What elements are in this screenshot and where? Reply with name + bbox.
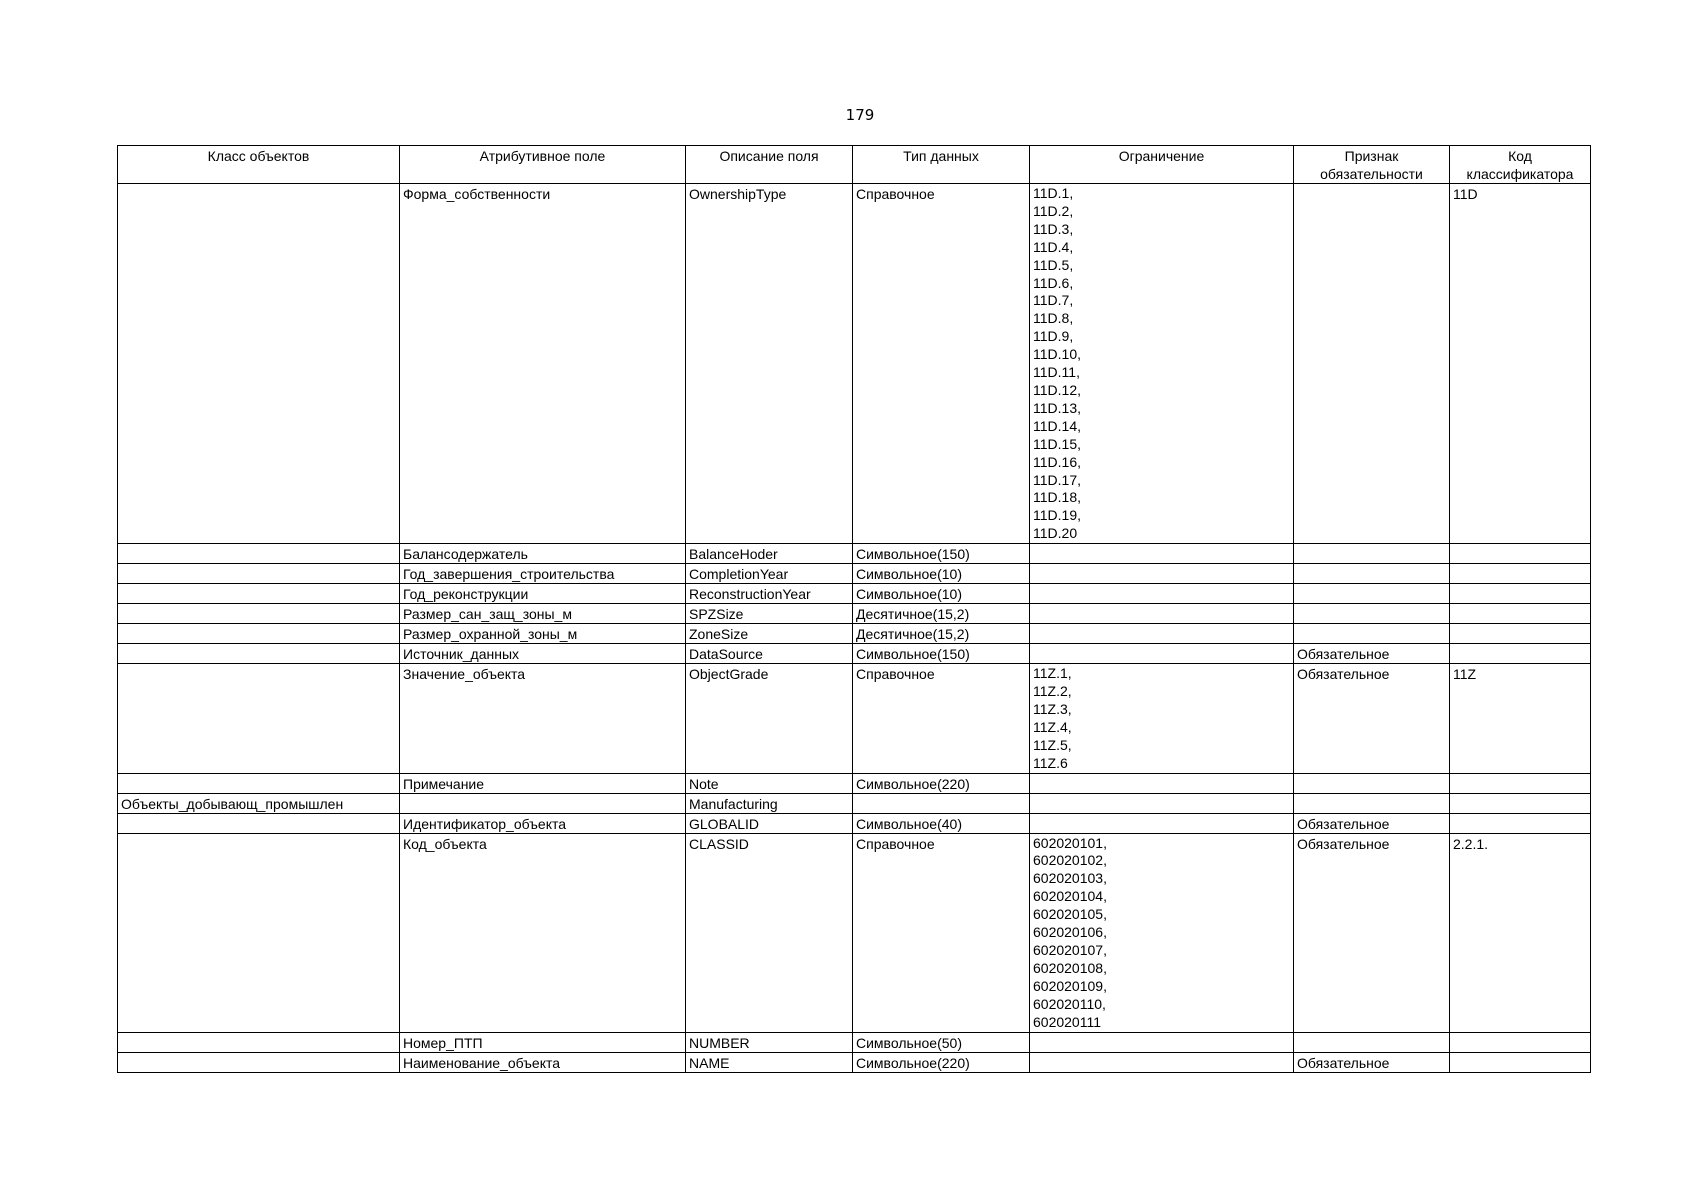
constraint-value: 11D.2, (1033, 202, 1074, 219)
cell-field-description: BalanceHoder (686, 544, 853, 564)
cell-classifier-code (1450, 813, 1591, 833)
header-data-type: Тип данных (853, 146, 1030, 184)
header-object-class: Класс объектов (118, 146, 400, 184)
table-body (118, 184, 1591, 1073)
cell-required-flag (1294, 624, 1450, 644)
constraint-value: 11D.6, (1033, 274, 1074, 291)
cell-attribute-field: Код_объекта (400, 833, 686, 1032)
cell-classifier-code: 11Z (1450, 664, 1591, 773)
cell-classifier-code (1450, 604, 1591, 624)
constraint-value: 602020109, (1033, 977, 1107, 994)
header-attribute-field: Атрибутивное поле (400, 146, 686, 184)
attribute-table (117, 145, 1591, 1073)
table-row (118, 624, 1591, 644)
table-row (118, 813, 1591, 833)
cell-constraint (1030, 813, 1294, 833)
constraint-value: 602020110, (1033, 995, 1106, 1012)
cell-data-type: Символьное(220) (853, 773, 1030, 793)
cell-data-type: Справочное (853, 833, 1030, 1032)
table-row (118, 584, 1591, 604)
table-row (118, 544, 1591, 564)
cell-required-flag (1294, 1032, 1450, 1052)
cell-data-type: Символьное(10) (853, 564, 1030, 584)
constraint-value: 11Z.1, (1033, 665, 1072, 682)
cell-field-description: Note (686, 773, 853, 793)
cell-constraint (1030, 793, 1294, 813)
header-required-flag: Признак обязательности (1294, 146, 1450, 184)
constraint-value: 602020108, (1033, 959, 1107, 976)
cell-object-class (118, 564, 400, 584)
cell-object-class (118, 813, 400, 833)
cell-constraint (1030, 644, 1294, 664)
cell-field-description: ReconstructionYear (686, 584, 853, 604)
cell-required-flag (1294, 793, 1450, 813)
cell-data-type: Справочное (853, 184, 1030, 544)
cell-object-class (118, 1032, 400, 1052)
cell-object-class (118, 624, 400, 644)
cell-classifier-code: 11D (1450, 184, 1591, 544)
cell-attribute-field: Год_завершения_строительства (400, 564, 686, 584)
constraint-value: 602020106, (1033, 924, 1107, 941)
table-row (118, 604, 1591, 624)
constraint-value: 11D.5, (1033, 256, 1074, 273)
cell-attribute-field: Значение_объекта (400, 664, 686, 773)
cell-object-class (118, 544, 400, 564)
cell-object-class (118, 773, 400, 793)
cell-required-flag (1294, 773, 1450, 793)
cell-required-flag: Обязательное (1294, 1052, 1450, 1072)
cell-constraint (1030, 624, 1294, 644)
constraint-value: 602020107, (1033, 942, 1107, 958)
table-row (118, 564, 1591, 584)
constraint-value: 602020102, (1033, 852, 1107, 869)
constraint-value: 11D.18, (1033, 489, 1081, 506)
constraint-value: 11D.16, (1033, 453, 1081, 470)
cell-constraint (1030, 564, 1294, 584)
cell-classifier-code (1450, 793, 1591, 813)
cell-field-description: ObjectGrade (686, 664, 853, 773)
cell-data-type: Символьное(150) (853, 644, 1030, 664)
cell-classifier-code (1450, 624, 1591, 644)
cell-constraint (1030, 1052, 1294, 1072)
constraint-value: 11D.8, (1033, 310, 1074, 327)
cell-object-class (118, 833, 400, 1032)
table-row (118, 184, 1591, 544)
cell-classifier-code (1450, 544, 1591, 564)
cell-constraint (1030, 664, 1294, 773)
constraint-value: 11D.13, (1033, 399, 1081, 416)
cell-constraint (1030, 584, 1294, 604)
cell-required-flag (1294, 544, 1450, 564)
table-row (118, 644, 1591, 664)
cell-field-description: GLOBALID (686, 813, 853, 833)
constraint-value: 602020105, (1033, 906, 1107, 923)
header-field-description: Описание поля (686, 146, 853, 184)
cell-data-type: Символьное(220) (853, 1052, 1030, 1072)
cell-classifier-code: 2.2.1. (1450, 833, 1591, 1032)
header-constraint: Ограничение (1030, 146, 1294, 184)
cell-data-type: Символьное(10) (853, 584, 1030, 604)
constraint-value: 602020104, (1033, 888, 1107, 905)
cell-field-description: SPZSize (686, 604, 853, 624)
table-header-row (118, 146, 1591, 184)
cell-object-class (118, 184, 400, 544)
table-row (118, 664, 1591, 773)
cell-required-flag: Обязательное (1294, 833, 1450, 1032)
constraint-value: 11Z.5, (1033, 736, 1072, 753)
cell-required-flag (1294, 604, 1450, 624)
cell-field-description: CLASSID (686, 833, 853, 1032)
cell-object-class (118, 644, 400, 664)
constraint-value: 11Z.3, (1033, 700, 1072, 717)
cell-classifier-code (1450, 1032, 1591, 1052)
constraint-value: 11D.17, (1033, 471, 1081, 488)
cell-attribute-field: Размер_охранной_зоны_м (400, 624, 686, 644)
cell-constraint (1030, 604, 1294, 624)
cell-attribute-field: Форма_собственности (400, 184, 686, 544)
cell-field-description: NUMBER (686, 1032, 853, 1052)
cell-classifier-code (1450, 1052, 1591, 1072)
cell-attribute-field: Наименование_объекта (400, 1052, 686, 1072)
cell-data-type: Десятичное(15,2) (853, 624, 1030, 644)
cell-attribute-field (400, 793, 686, 813)
constraint-value: 602020111 (1033, 1013, 1101, 1030)
cell-object-class (118, 664, 400, 773)
constraint-value: 11D.7, (1033, 292, 1074, 309)
cell-attribute-field: Идентификатор_объекта (400, 813, 686, 833)
table-row (118, 1052, 1591, 1072)
cell-data-type: Десятичное(15,2) (853, 604, 1030, 624)
cell-data-type: Символьное(40) (853, 813, 1030, 833)
cell-data-type: Символьное(50) (853, 1032, 1030, 1052)
cell-constraint (1030, 773, 1294, 793)
cell-field-description: NAME (686, 1052, 853, 1072)
table-row (118, 773, 1591, 793)
cell-required-flag: Обязательное (1294, 664, 1450, 773)
cell-constraint (1030, 544, 1294, 564)
constraint-value: 11D.3, (1033, 220, 1074, 237)
constraint-value: 602020103, (1033, 870, 1107, 887)
page-number: 179 (845, 106, 875, 124)
cell-classifier-code (1450, 644, 1591, 664)
cell-object-class (118, 584, 400, 604)
cell-field-description: DataSource (686, 644, 853, 664)
constraint-value: 11D.4, (1033, 238, 1074, 255)
table-row (118, 833, 1591, 1032)
cell-data-type: Справочное (853, 664, 1030, 773)
constraint-value: 11D.12, (1033, 381, 1081, 398)
constraint-value: 11D.1, (1033, 185, 1074, 201)
cell-field-description: ZoneSize (686, 624, 853, 644)
constraint-value: 11D.20 (1033, 525, 1078, 542)
cell-classifier-code (1450, 584, 1591, 604)
cell-attribute-field: Балансодержатель (400, 544, 686, 564)
table-row (118, 793, 1591, 813)
constraint-value: 11D.14, (1033, 417, 1081, 434)
constraint-value: 11Z.6 (1033, 754, 1068, 771)
cell-object-class: Объекты_добывающ_промышлен (118, 793, 400, 813)
cell-constraint (1030, 833, 1294, 1032)
cell-object-class (118, 604, 400, 624)
cell-required-flag: Обязательное (1294, 644, 1450, 664)
constraint-value: 11D.9, (1033, 328, 1074, 345)
cell-field-description: Manufacturing (686, 793, 853, 813)
cell-required-flag (1294, 564, 1450, 584)
constraint-value: 11Z.4, (1033, 718, 1072, 735)
constraint-value: 11D.19, (1033, 507, 1081, 524)
cell-attribute-field: Год_реконструкции (400, 584, 686, 604)
cell-required-flag (1294, 184, 1450, 544)
cell-classifier-code (1450, 773, 1591, 793)
cell-attribute-field: Примечание (400, 773, 686, 793)
cell-attribute-field: Размер_сан_защ_зоны_м (400, 604, 686, 624)
cell-required-flag: Обязательное (1294, 813, 1450, 833)
cell-data-type: Символьное(150) (853, 544, 1030, 564)
cell-attribute-field: Источник_данных (400, 644, 686, 664)
header-classifier-code: Код классификатора (1450, 146, 1591, 184)
table-row (118, 1032, 1591, 1052)
constraint-value: 11D.15, (1033, 435, 1081, 452)
constraint-value: 602020101, (1033, 834, 1107, 851)
cell-constraint (1030, 184, 1294, 544)
cell-classifier-code (1450, 564, 1591, 584)
cell-data-type (853, 793, 1030, 813)
cell-object-class (118, 1052, 400, 1072)
cell-constraint (1030, 1032, 1294, 1052)
cell-field-description: CompletionYear (686, 564, 853, 584)
constraint-value: 11Z.2, (1033, 683, 1072, 700)
cell-field-description: OwnershipType (686, 184, 853, 544)
constraint-value: 11D.10, (1033, 346, 1081, 363)
constraint-value: 11D.11, (1033, 364, 1080, 381)
cell-attribute-field: Номер_ПТП (400, 1032, 686, 1052)
cell-required-flag (1294, 584, 1450, 604)
